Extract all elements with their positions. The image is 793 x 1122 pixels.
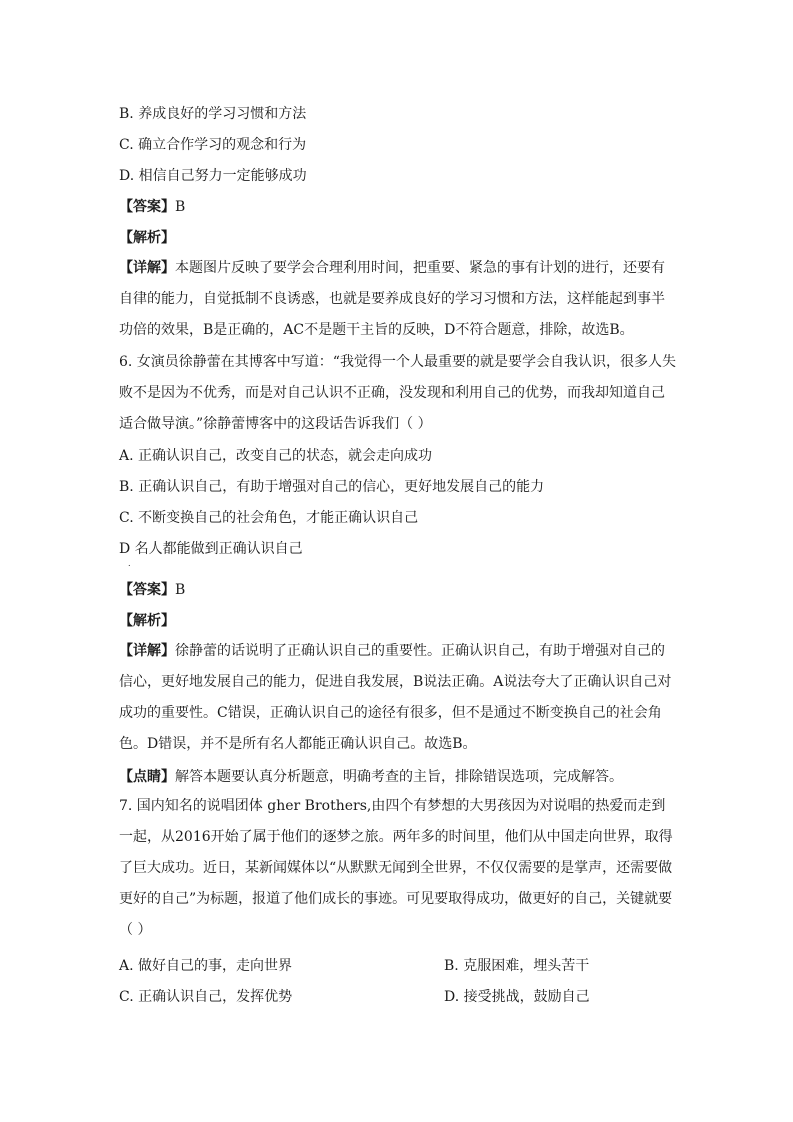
q6-stem: 6. 女演员徐静蕾在其博客中写道：“我觉得一个人最重要的就是要学会自我认识，很多人失败不是因为不优秀，而是对自己认识不正确，没发现和利用自己的优势，而我却知道自己适合做导演。”徐静蕾博客中的这段话告诉我们（ ）	[119, 354, 676, 432]
q6-option-d: D 名人都能做到正确认识自己	[119, 541, 303, 557]
q6-option-a: A. 正确认识自己，改变自己的状态，就会走向成功	[119, 448, 433, 464]
q5-option-b: B. 养成良好的学习习惯和方法	[119, 106, 307, 122]
detail-text: 本题图片反映了要学会合理利用时间，把重要、紧急的事有计划的进行，还要有自律的能力，自觉抵制不良诱惑，也就是要养成良好的学习习惯和方法，这样能起到事半功倍的效果，B是正确的，AC不是题干主旨的反映，D不符合题意，排除，故选B。	[119, 260, 665, 338]
q6-analysis-heading: 【解析】	[119, 613, 175, 629]
answer-value: B	[175, 199, 186, 215]
stray-dot: .	[128, 559, 131, 568]
q6-option-b: B. 正确认识自己，有助于增强对自己的信心，更好地发展自己的能力	[119, 479, 545, 495]
q5-detail	[119, 253, 677, 346]
q7-stem: 7. 国内知名的说唱团体 gher Brothers,由四个有梦想的大男孩因为对说唱的热爱而走到一起，从2016开始了属于他们的逐梦之旅。两年多的时间里，他们从中国走向世界，取得了巨大成功。近日，某新闻媒体以“从默默无闻到全世界，不仅仅需要的是掌声，还需要做更好的自己”为标题，报道了他们成长的事迹。可见要取得成功，做更好的自己，关键就要（ ）	[119, 798, 673, 938]
answer-value: B	[175, 582, 186, 598]
tip-tag: 【点睛】	[119, 769, 175, 785]
q6-detail	[119, 636, 677, 760]
detail-tag: 【详解】	[119, 260, 175, 276]
detail-tag: 【详解】	[119, 643, 175, 659]
q7-option-d: D. 接受挑战，鼓励自己	[444, 989, 590, 1005]
q6-option-c: C. 不断变换自己的社会角色，才能正确认识自己	[119, 510, 419, 526]
q5-analysis-heading: 【解析】	[119, 230, 175, 246]
q7-option-b: B. 克服困难，埋头苦干	[444, 958, 590, 974]
q5-answer	[119, 197, 185, 217]
tip-text: 解答本题要认真分析题意，明确考查的主旨，排除错误选项，完成解答。	[175, 769, 623, 785]
answer-tag: 【答案】	[119, 199, 175, 215]
detail-text: 徐静蕾的话说明了正确认识自己的重要性。正确认识自己，有助于增强对自己的信心，更好地发展自己的能力，促进自我发展，B说法正确。A说法夸大了正确认识自己对成功的重要性。C错误，正确认识自己的途径有很多，但不是通过不断变换自己的社会角色。D错误，并不是所有名人都能正确认识自己。故选B。	[119, 643, 672, 752]
q5-option-d: D. 相信自己努力一定能够成功	[119, 168, 307, 184]
q6-answer	[119, 580, 185, 600]
answer-tag: 【答案】	[119, 582, 175, 598]
q6-tip	[119, 767, 623, 787]
q7-option-a: A. 做好自己的事，走向世界	[119, 958, 293, 974]
q7-option-c: C. 正确认识自己，发挥优势	[119, 989, 293, 1005]
q5-option-c: C. 确立合作学习的观念和行为	[119, 137, 307, 153]
